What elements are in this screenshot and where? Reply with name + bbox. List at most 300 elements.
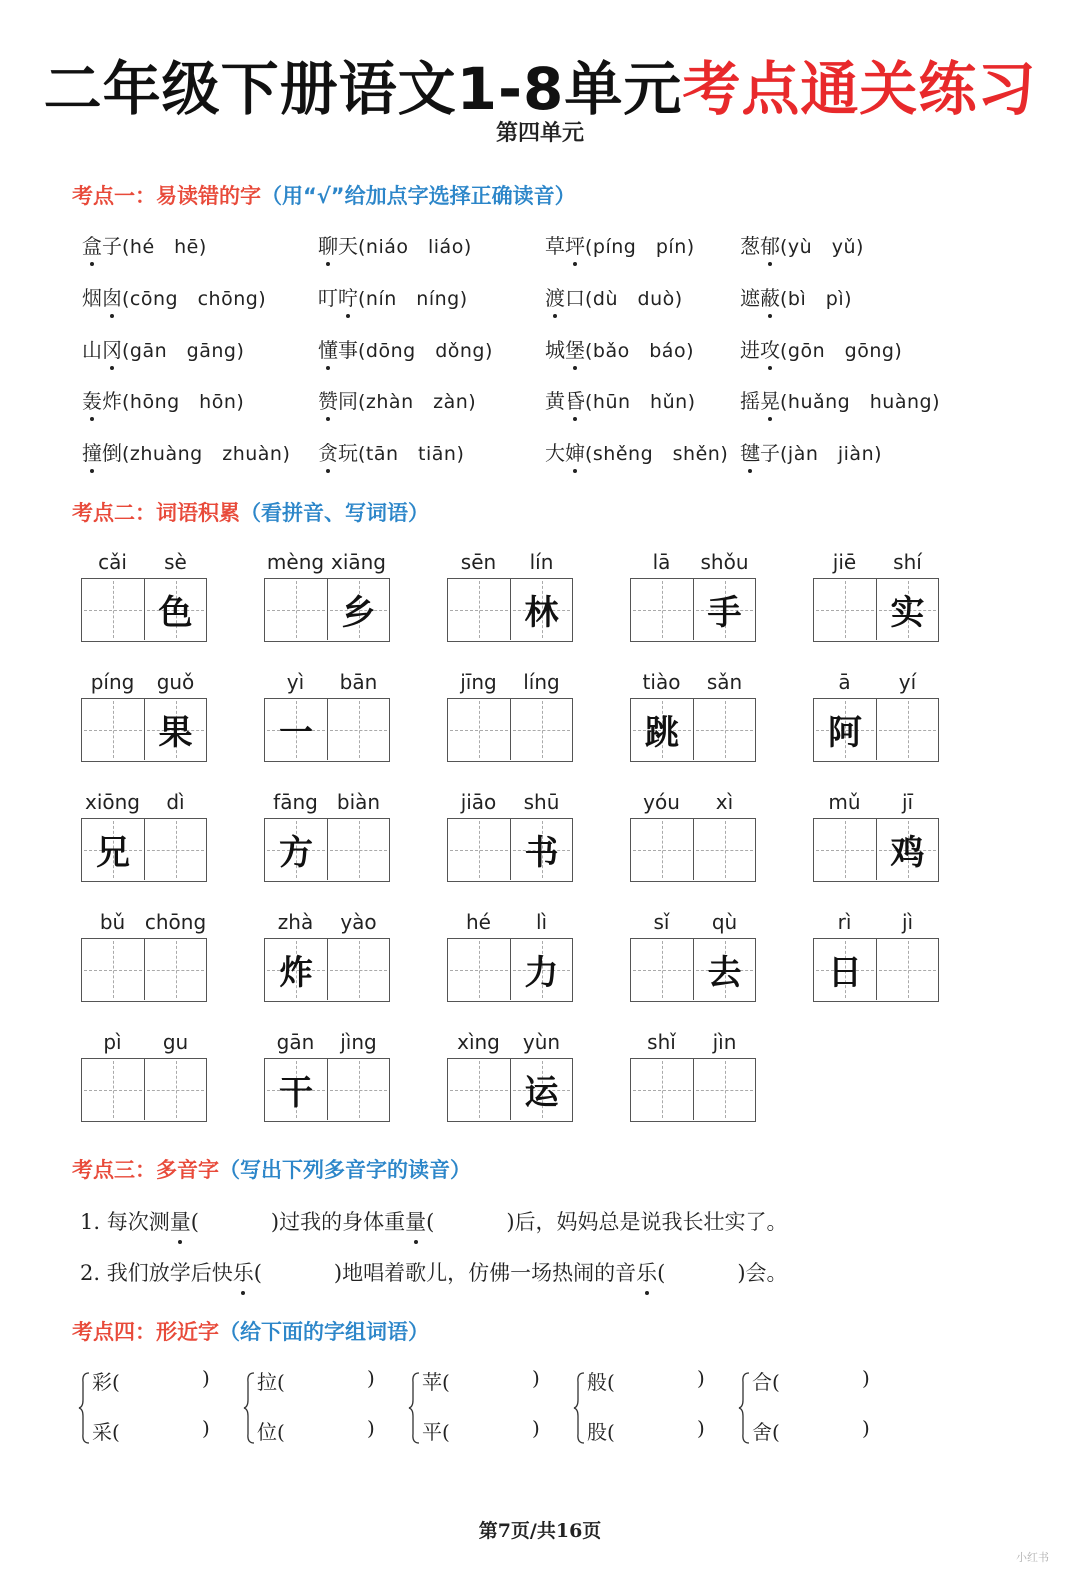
- given-character: 方: [279, 833, 313, 873]
- pinyin-row: [447, 910, 573, 938]
- given-character: [145, 1059, 206, 1120]
- word-char: 玩: [338, 441, 358, 465]
- reading-word: [740, 441, 780, 465]
- unit-subtitle: 第四单元: [495, 121, 584, 146]
- word-grid-cell: [630, 550, 756, 642]
- word-char: 天: [338, 234, 358, 258]
- pinyin-row: [264, 1030, 390, 1058]
- given-character: 去: [707, 953, 742, 993]
- word-char: 烟: [82, 286, 102, 310]
- pinyin-options[interactable]: (gōn gōng): [780, 340, 903, 362]
- word-grid-cell: [81, 910, 207, 1002]
- reading-item: [740, 334, 902, 363]
- q1-target-char-2: 量: [405, 1206, 426, 1236]
- writing-box[interactable]: [265, 699, 327, 760]
- writing-box[interactable]: [510, 819, 572, 880]
- reading-word: [740, 234, 780, 258]
- given-character: 乡: [341, 593, 376, 633]
- close-paren: ): [367, 1416, 375, 1440]
- word-grid-cell: [630, 910, 756, 1002]
- given-character: 一: [279, 713, 313, 753]
- writing-box[interactable]: [327, 699, 389, 760]
- dotted-char: 懂: [318, 334, 338, 363]
- dotted-char: 婶: [565, 437, 585, 466]
- section1-label: 考点一：: [72, 184, 156, 208]
- q2-target-char-2: 乐: [636, 1257, 657, 1287]
- writing-box[interactable]: [814, 699, 876, 760]
- close-paren: ): [367, 1366, 375, 1390]
- word-grid-cell: [447, 790, 573, 882]
- pinyin-row: [630, 1030, 756, 1058]
- dotted-char: 贪: [318, 437, 338, 466]
- given-character: [631, 1059, 693, 1120]
- writing-box[interactable]: [327, 819, 389, 880]
- page-title: [0, 42, 1080, 126]
- section4-heading: [72, 1316, 429, 1346]
- given-character: [328, 1059, 389, 1120]
- writing-box[interactable]: [693, 819, 755, 880]
- tianzige-boxes: [81, 698, 207, 762]
- writing-box[interactable]: [693, 939, 755, 1000]
- word-grid-cell: [264, 670, 390, 762]
- pinyin-syllable: mǔ: [828, 790, 861, 814]
- given-character: 力: [524, 953, 559, 993]
- pinyin-syllable: jìng: [340, 1030, 377, 1054]
- polyphone-question-2: [80, 1257, 788, 1287]
- pinyin-syllable: tiào: [642, 670, 681, 694]
- writing-box[interactable]: [631, 699, 693, 760]
- dotted-char: 轰: [82, 385, 102, 414]
- pinyin-syllable: jī: [901, 790, 914, 814]
- pinyin-syllable: jiāo: [460, 790, 497, 814]
- pinyin-syllable: sè: [164, 550, 187, 574]
- given-character: [82, 1059, 144, 1120]
- writing-box[interactable]: [631, 819, 693, 880]
- writing-box[interactable]: [631, 1059, 693, 1120]
- section1-hint: （用“√”给加点字选择正确读音）: [261, 184, 576, 208]
- pinyin-row: [813, 790, 939, 818]
- pair-character: 合(: [752, 1370, 780, 1394]
- writing-box[interactable]: [82, 819, 144, 880]
- word-grid-cell: [630, 1030, 756, 1122]
- word-grid-cell: [630, 790, 756, 882]
- pinyin-syllable: shǒu: [700, 550, 749, 574]
- writing-box[interactable]: [510, 1059, 572, 1120]
- q2-text-g: )会。: [737, 1261, 788, 1285]
- pinyin-syllable: xìng: [457, 1030, 500, 1054]
- pinyin-syllable: xiāng: [330, 550, 387, 574]
- pinyin-options[interactable]: (tān tiān): [358, 443, 465, 465]
- tianzige-boxes: [447, 938, 573, 1002]
- word-char: 同: [338, 389, 358, 413]
- pinyin-syllable: líng: [523, 670, 560, 694]
- word-grid-cell: [813, 790, 939, 882]
- pinyin-options[interactable]: (zhàn zàn): [358, 391, 477, 413]
- pair-row[interactable]: [257, 1416, 375, 1445]
- word-grid-cell: [81, 790, 207, 882]
- pinyin-syllable: xiōng: [85, 790, 140, 814]
- pinyin-syllable: fāng: [273, 790, 318, 814]
- dotted-char: 攻: [760, 334, 780, 363]
- writing-box[interactable]: [510, 579, 572, 640]
- writing-box[interactable]: [144, 1059, 206, 1120]
- given-character: 运: [524, 1073, 559, 1113]
- writing-box[interactable]: [82, 579, 144, 640]
- reading-word: [318, 389, 358, 413]
- tianzige-boxes: [81, 578, 207, 642]
- tianzige-boxes: [447, 578, 573, 642]
- writing-box[interactable]: [448, 1059, 510, 1120]
- section3-heading: [72, 1154, 471, 1184]
- writing-box[interactable]: [448, 939, 510, 1000]
- pinyin-syllable: hé: [466, 910, 491, 934]
- word-char: 山: [82, 338, 102, 362]
- writing-box[interactable]: [144, 939, 206, 1000]
- tianzige-boxes: [264, 1058, 390, 1122]
- dotted-char: 聊: [318, 230, 338, 259]
- pinyin-options[interactable]: (hōng hōn): [122, 391, 245, 413]
- given-character: 鸡: [890, 833, 925, 873]
- dotted-char: 郁: [760, 230, 780, 259]
- q2-text-a: 2. 我们放学后快: [80, 1261, 233, 1285]
- close-paren: ): [697, 1366, 705, 1390]
- given-character: 炸: [279, 953, 313, 993]
- q1-text-a: 1. 每次测: [80, 1210, 170, 1234]
- pair-row[interactable]: [422, 1416, 540, 1445]
- word-grid-cell: [81, 1030, 207, 1122]
- writing-box[interactable]: [82, 939, 144, 1000]
- pair-row[interactable]: [92, 1366, 210, 1395]
- pinyin-options[interactable]: (zhuàng zhuàn): [122, 443, 291, 465]
- reading-item: [545, 230, 695, 259]
- close-paren: ): [532, 1416, 540, 1440]
- given-character: [877, 699, 938, 760]
- given-character: 阿: [828, 713, 862, 753]
- pinyin-options[interactable]: (dōng dǒng): [358, 340, 493, 362]
- reading-item: [318, 334, 493, 363]
- q1-open-paren-1: (: [190, 1210, 199, 1234]
- pair-character: 舍(: [752, 1420, 780, 1444]
- reading-word: [82, 389, 122, 413]
- pinyin-options[interactable]: (bǎo báo): [585, 340, 694, 362]
- reading-word: [740, 286, 780, 310]
- pinyin-options[interactable]: (gān gāng): [122, 340, 245, 362]
- q1-text-d: )过我的身体重: [270, 1210, 406, 1234]
- pinyin-syllable: dì: [166, 790, 185, 814]
- pinyin-syllable: ā: [838, 670, 851, 694]
- reading-item: [82, 385, 244, 414]
- pinyin-syllable: shǐ: [647, 1030, 676, 1054]
- title-main: 二年级下册语文1-8单元: [43, 55, 683, 123]
- pair-character: 位(: [257, 1420, 285, 1444]
- pinyin-row: [81, 1030, 207, 1058]
- pinyin-syllable: píng: [90, 670, 135, 694]
- section1-heading: [72, 180, 576, 210]
- reading-word: [318, 286, 358, 310]
- writing-box[interactable]: [693, 1059, 755, 1120]
- word-char: 子: [102, 234, 122, 258]
- writing-box[interactable]: [448, 699, 510, 760]
- pinyin-row: [630, 790, 756, 818]
- given-character: 跳: [645, 713, 679, 753]
- reading-word: [82, 286, 122, 310]
- pinyin-syllable: gān: [276, 1030, 315, 1054]
- close-paren: ): [862, 1366, 870, 1390]
- writing-box[interactable]: [265, 1059, 327, 1120]
- reading-item: [545, 282, 683, 311]
- given-character: 果: [158, 713, 193, 753]
- section2-label: 考点二：: [72, 501, 156, 525]
- pair-row[interactable]: [752, 1416, 870, 1445]
- pinyin-syllable: sǎn: [706, 670, 743, 694]
- q2-open-paren-1: (: [253, 1261, 262, 1285]
- word-grid-cell: [813, 670, 939, 762]
- pinyin-options[interactable]: (huǎng huàng): [780, 391, 940, 413]
- given-character: 兄: [96, 833, 130, 873]
- pinyin-row: [630, 910, 756, 938]
- section2-heading: [72, 497, 429, 527]
- writing-box[interactable]: [876, 699, 938, 760]
- section3-label: 考点三：: [72, 1158, 156, 1182]
- writing-box[interactable]: [82, 699, 144, 760]
- q1-target-char-1: 量: [170, 1206, 191, 1236]
- writing-box[interactable]: [144, 699, 206, 760]
- tianzige-boxes: [81, 818, 207, 882]
- tianzige-boxes: [264, 578, 390, 642]
- brace-icon: [573, 1372, 585, 1444]
- reading-word: [318, 338, 358, 362]
- similar-char-pair: [408, 1366, 548, 1446]
- given-character: [448, 699, 510, 760]
- pinyin-syllable: rì: [837, 910, 852, 934]
- pinyin-syllable: yùn: [522, 1030, 561, 1054]
- reading-item: [82, 282, 266, 311]
- dotted-char: 咛: [338, 282, 358, 311]
- given-character: [448, 819, 510, 880]
- pinyin-row: [264, 790, 390, 818]
- writing-box[interactable]: [327, 1059, 389, 1120]
- writing-box[interactable]: [814, 579, 876, 640]
- pinyin-options[interactable]: (hūn hǔn): [585, 391, 696, 413]
- writing-box[interactable]: [693, 699, 755, 760]
- brace-icon: [408, 1372, 420, 1444]
- tianzige-boxes: [630, 938, 756, 1002]
- writing-box[interactable]: [265, 819, 327, 880]
- reading-word: [545, 338, 585, 362]
- tianzige-boxes: [264, 818, 390, 882]
- pinyin-syllable: qù: [711, 910, 738, 934]
- reading-word: [545, 441, 585, 465]
- pinyin-syllable: bǔ: [99, 910, 126, 934]
- reading-word: [740, 389, 780, 413]
- pair-row[interactable]: [257, 1366, 375, 1395]
- dotted-char: 毽: [740, 437, 760, 466]
- pair-character: 彩(: [92, 1370, 120, 1394]
- given-character: 书: [524, 833, 559, 873]
- brace-icon: [243, 1372, 255, 1444]
- pinyin-syllable: zhà: [277, 910, 314, 934]
- writing-box[interactable]: [510, 939, 572, 1000]
- given-character: 干: [279, 1073, 313, 1113]
- tianzige-boxes: [447, 1058, 573, 1122]
- similar-char-pair: [738, 1366, 878, 1446]
- pinyin-syllable: biàn: [336, 790, 381, 814]
- pinyin-syllable: guǒ: [156, 670, 195, 694]
- pinyin-syllable: jìn: [712, 1030, 737, 1054]
- given-character: [877, 939, 938, 1000]
- pinyin-options[interactable]: (niáo liáo): [358, 236, 472, 258]
- pinyin-syllable: xì: [715, 790, 734, 814]
- pinyin-row: [81, 790, 207, 818]
- word-char: 遮: [740, 286, 760, 310]
- writing-box[interactable]: [82, 1059, 144, 1120]
- brace-icon: [738, 1372, 750, 1444]
- pinyin-row: [630, 670, 756, 698]
- writing-box[interactable]: [265, 939, 327, 1000]
- reading-word: [545, 234, 585, 258]
- pinyin-options[interactable]: (dù duò): [585, 288, 683, 310]
- q1-text-g: )后，妈妈总是说我长壮实了。: [506, 1210, 788, 1234]
- writing-box[interactable]: [144, 579, 206, 640]
- word-char: 摇: [740, 389, 760, 413]
- reading-item: [318, 437, 464, 466]
- writing-box[interactable]: [814, 939, 876, 1000]
- tianzige-boxes: [81, 1058, 207, 1122]
- pinyin-syllable: sēn: [460, 550, 497, 574]
- reading-word: [82, 234, 122, 258]
- writing-box[interactable]: [510, 699, 572, 760]
- dotted-char: 囱: [102, 282, 122, 311]
- tianzige-boxes: [447, 818, 573, 882]
- writing-box[interactable]: [265, 579, 327, 640]
- pair-character: 般(: [587, 1370, 615, 1394]
- pinyin-syllable: yì: [286, 670, 305, 694]
- given-character: [328, 819, 389, 880]
- pair-character: 苹(: [422, 1370, 450, 1394]
- tianzige-boxes: [81, 938, 207, 1002]
- section2-title: 词语积累: [156, 501, 240, 525]
- word-grid-cell: [447, 670, 573, 762]
- pinyin-row: [81, 670, 207, 698]
- pinyin-syllable: bān: [339, 670, 378, 694]
- tianzige-boxes: [630, 698, 756, 762]
- pinyin-syllable: shū: [523, 790, 560, 814]
- writing-box[interactable]: [144, 819, 206, 880]
- reading-item: [82, 230, 207, 259]
- section3-hint: （写出下列多音字的读音）: [219, 1158, 471, 1182]
- pinyin-row: [813, 550, 939, 578]
- pinyin-row: [447, 1030, 573, 1058]
- pinyin-options[interactable]: (hé hē): [122, 236, 207, 258]
- word-char: 大: [545, 441, 565, 465]
- given-character: [448, 1059, 510, 1120]
- writing-box[interactable]: [631, 579, 693, 640]
- given-character: [82, 699, 144, 760]
- pinyin-syllable: lā: [652, 550, 671, 574]
- writing-box[interactable]: [448, 819, 510, 880]
- pinyin-row: [630, 550, 756, 578]
- section4-title: 形近字: [156, 1320, 219, 1344]
- dotted-char: 盒: [82, 230, 102, 259]
- given-character: 林: [524, 593, 559, 633]
- writing-box[interactable]: [327, 939, 389, 1000]
- pinyin-syllable: mèng: [266, 550, 325, 574]
- given-character: [511, 699, 572, 760]
- word-char: 葱: [740, 234, 760, 258]
- reading-item: [740, 230, 864, 259]
- pair-row[interactable]: [587, 1366, 705, 1395]
- pinyin-options[interactable]: (píng pín): [585, 236, 695, 258]
- dotted-char: 坪: [565, 230, 585, 259]
- writing-box[interactable]: [876, 579, 938, 640]
- given-character: [145, 819, 206, 880]
- pinyin-options[interactable]: (jàn jiàn): [780, 443, 883, 465]
- tianzige-boxes: [813, 578, 939, 642]
- dotted-char: 撞: [82, 437, 102, 466]
- pinyin-row: [447, 670, 573, 698]
- tianzige-boxes: [630, 578, 756, 642]
- pinyin-options[interactable]: (bì pì): [780, 288, 853, 310]
- section1-title: 易读错的字: [156, 184, 261, 208]
- pair-row[interactable]: [752, 1366, 870, 1395]
- tianzige-boxes: [264, 938, 390, 1002]
- pinyin-syllable: yào: [340, 910, 377, 934]
- reading-item: [545, 437, 728, 466]
- given-character: [814, 579, 876, 640]
- writing-box[interactable]: [448, 579, 510, 640]
- tianzige-boxes: [264, 698, 390, 762]
- tianzige-boxes: [630, 818, 756, 882]
- word-char: 事: [338, 338, 358, 362]
- word-grid-cell: [447, 1030, 573, 1122]
- word-grid-cell: [264, 790, 390, 882]
- pair-character: 平(: [422, 1420, 450, 1444]
- pinyin-options[interactable]: (yù yǔ): [780, 236, 864, 258]
- section3-title: 多音字: [156, 1158, 219, 1182]
- pinyin-row: [447, 790, 573, 818]
- reading-word: [545, 286, 585, 310]
- word-char: 草: [545, 234, 565, 258]
- word-grid-cell: [447, 550, 573, 642]
- pinyin-syllable: yóu: [643, 790, 680, 814]
- word-char: 城: [545, 338, 565, 362]
- dotted-char: 晃: [760, 385, 780, 414]
- tianzige-boxes: [813, 938, 939, 1002]
- pinyin-options[interactable]: (nín níng): [358, 288, 468, 310]
- pinyin-syllable: jīng: [460, 670, 497, 694]
- pair-row[interactable]: [92, 1416, 210, 1445]
- pair-character: 股(: [587, 1420, 615, 1444]
- writing-box[interactable]: [631, 939, 693, 1000]
- writing-box[interactable]: [693, 579, 755, 640]
- writing-box[interactable]: [814, 819, 876, 880]
- writing-box[interactable]: [876, 819, 938, 880]
- word-char: 黄: [545, 389, 565, 413]
- tianzige-boxes: [630, 1058, 756, 1122]
- pinyin-options[interactable]: (shěng shěn): [585, 443, 729, 465]
- pair-row[interactable]: [422, 1366, 540, 1395]
- given-character: [448, 939, 510, 1000]
- pinyin-syllable: jiē: [832, 550, 857, 574]
- given-character: [265, 579, 327, 640]
- section4-hint: （给下面的字组词语）: [219, 1320, 429, 1344]
- pinyin-options[interactable]: (cōng chōng): [122, 288, 267, 310]
- q2-open-paren-2: (: [657, 1261, 666, 1285]
- writing-box[interactable]: [327, 579, 389, 640]
- writing-box[interactable]: [876, 939, 938, 1000]
- q1-open-paren-2: (: [426, 1210, 435, 1234]
- pair-row[interactable]: [587, 1416, 705, 1445]
